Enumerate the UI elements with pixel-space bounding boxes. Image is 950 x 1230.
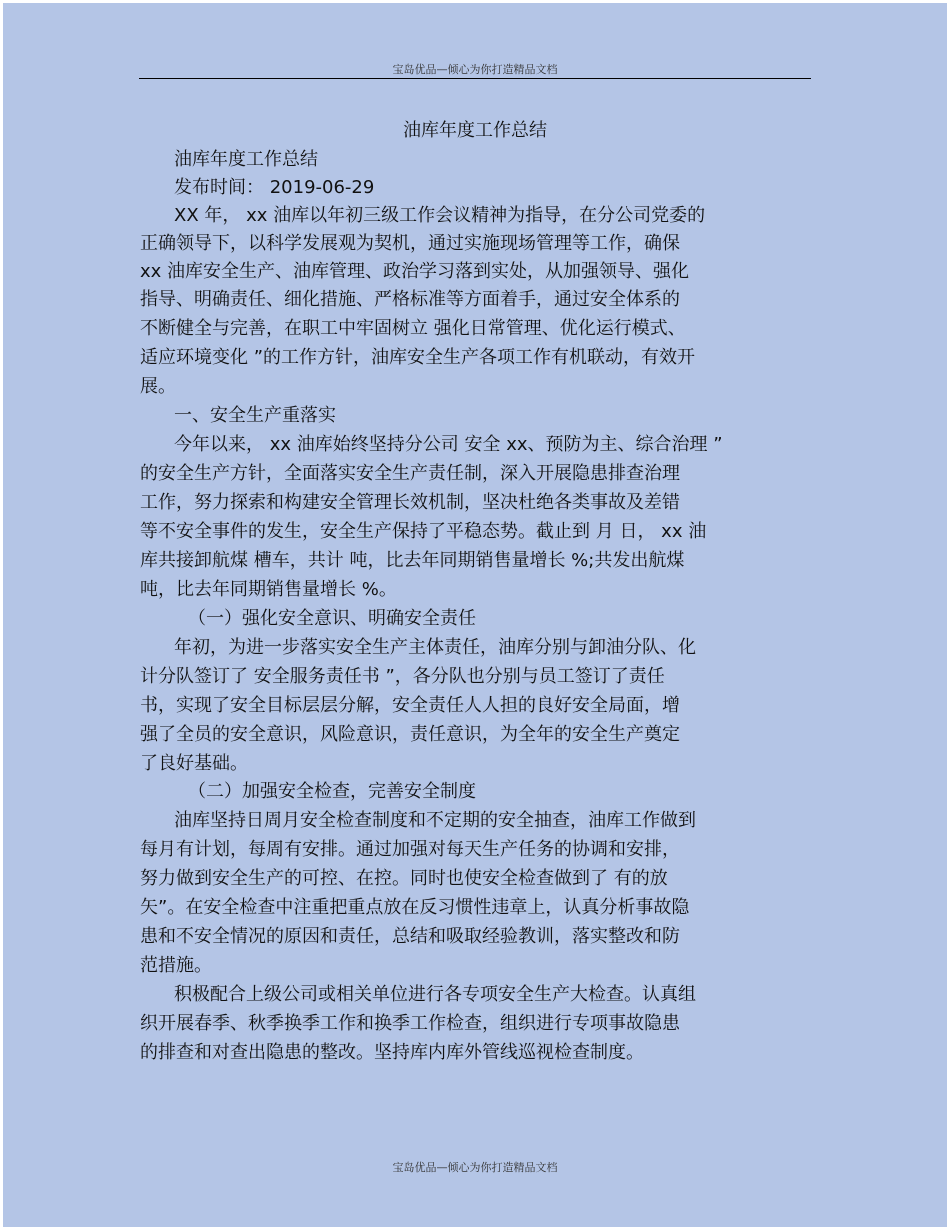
body-line: 适应环境变化 ”的工作方针，油库安全生产各项工作有机联动，有效开 (140, 347, 696, 368)
body-line: XX 年， xx 油库以年初三级工作会议精神为指导，在分公司党委的 (174, 205, 706, 226)
body-line: 库共接卸航煤 槽车，共计 吨，比去年同期销售量增长 %;共发出航煤 (140, 550, 685, 571)
body-line: 努力做到安全生产的可控、在控。同时也使安全检查做到了 有的放 (140, 868, 668, 889)
document-page (3, 3, 947, 1227)
body-line: 强了全员的安全意识，风险意识，责任意识，为全年的安全生产奠定 (140, 724, 680, 745)
header-divider (139, 78, 811, 79)
body-line: 积极配合上级公司或相关单位进行各专项安全生产大检查。认真组 (174, 984, 696, 1005)
body-line: 油库年度工作总结 (174, 149, 318, 170)
section-heading: 一、安全生产重落实 (174, 405, 336, 426)
body-line: 织开展春季、秋季换季工作和换季工作检查，组织进行专项事故隐患 (140, 1013, 680, 1034)
body-line: 指导、明确责任、细化措施、严格标准等方面着手，通过安全体系的 (140, 289, 680, 310)
body-line: 等不安全事件的发生，安全生产保持了平稳态势。截止到 月 日， xx 油 (140, 521, 707, 542)
body-line: 展。 (140, 376, 176, 397)
subsection-heading: （二）加强安全检查，完善安全制度 (188, 781, 476, 802)
body-line: 的安全生产方针，全面落实安全生产责任制，深入开展隐患排查治理 (140, 463, 680, 484)
body-line: 书，实现了安全目标层层分解，安全责任人人担的良好安全局面，增 (140, 695, 680, 716)
page-header: 宝岛优品—倾心为你打造精品文档 (392, 63, 558, 76)
body-line: 今年以来， xx 油库始终坚持分公司 安全 xx、预防为主、综合治理 ” (174, 434, 723, 455)
body-line: 每月有计划，每周有安排。通过加强对每天生产任务的协调和安排， (140, 839, 680, 860)
body-line: 工作，努力探索和构建安全管理长效机制，坚决杜绝各类事故及差错 (140, 492, 680, 513)
body-line: 不断健全与完善，在职工中牢固树立 强化日常管理、优化运行模式、 (140, 318, 686, 339)
body-line: 正确领导下，以科学发展观为契机，通过实施现场管理等工作，确保 (140, 233, 680, 254)
body-line: 患和不安全情况的原因和责任，总结和吸取经验教训，落实整改和防 (140, 926, 680, 947)
body-line: xx 油库安全生产、油库管理、政治学习落到实处，从加强领导、强化 (140, 261, 690, 282)
subsection-heading: （一）强化安全意识、明确安全责任 (188, 608, 476, 629)
body-line: 了良好基础。 (140, 753, 248, 774)
body-line: 吨，比去年同期销售量增长 %。 (140, 579, 397, 600)
body-line: 的排查和对查出隐患的整改。坚持库内库外管线巡视检查制度。 (140, 1042, 644, 1063)
page-footer: 宝岛优品—倾心为你打造精品文档 (392, 1161, 558, 1174)
body-line: 计分队签订了 安全服务责任书 ”，各分队也分别与员工签订了责任 (140, 666, 665, 687)
body-line: 范措施。 (140, 955, 212, 976)
body-line: 矢”。在安全检查中注重把重点放在反习惯性违章上，认真分析事故隐 (140, 897, 690, 918)
publish-date: 发布时间： 2019-06-29 (174, 177, 375, 198)
body-line: 年初，为进一步落实安全生产主体责任，油库分别与卸油分队、化 (174, 637, 696, 658)
document-title: 油库年度工作总结 (403, 120, 547, 141)
body-line: 油库坚持日周月安全检查制度和不定期的安全抽查，油库工作做到 (174, 810, 696, 831)
